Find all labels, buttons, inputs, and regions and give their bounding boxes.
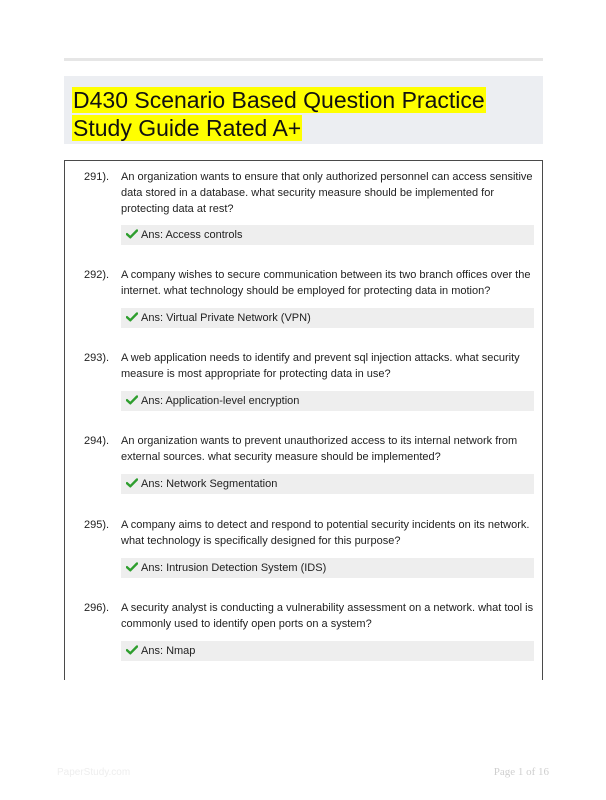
question-text: A security analyst is conducting a vulnerability assessment on a network. what tool is commonly used to identify open ports on a system? <box>121 602 534 630</box>
answer-text: Ans: Intrusion Detection System (IDS) <box>141 562 327 574</box>
question-text: An organization wants to prevent unauthorized access to its internal network from external sources. what security measure should be implemented? <box>121 435 518 463</box>
check-icon <box>126 562 138 572</box>
check-icon <box>126 312 138 322</box>
check-icon <box>126 395 138 405</box>
question-text: A company aims to detect and respond to potential security incidents on its network. what technology is specifically designed for this purpose? <box>121 519 530 547</box>
answer-box <box>121 558 534 578</box>
check-icon <box>126 229 138 239</box>
question-number: 296). <box>84 602 110 614</box>
title-banner <box>64 76 543 144</box>
question-number: 292). <box>84 269 110 281</box>
answer-box <box>121 474 534 494</box>
answer-box <box>121 391 534 411</box>
question-number: 294). <box>84 435 110 447</box>
answer-text: Ans: Access controls <box>141 229 243 241</box>
answer-text: Ans: Virtual Private Network (VPN) <box>141 312 311 324</box>
question-text: An organization wants to ensure that only authorized personnel can access sensitive data stored in a database. what security measure should be implemented for protecting data at rest? <box>121 171 533 215</box>
question-number: 295). <box>84 519 110 531</box>
check-icon <box>126 645 138 655</box>
question-number: 293). <box>84 352 110 364</box>
question-number: 291). <box>84 171 110 183</box>
page-indicator: Page 1 of 16 <box>493 766 549 778</box>
check-icon <box>126 478 138 488</box>
answer-text: Ans: Application-level encryption <box>141 395 300 407</box>
answer-text: Ans: Network Segmentation <box>141 478 278 490</box>
qa-list <box>64 160 543 680</box>
answer-box <box>121 225 534 245</box>
document-title: D430 Scenario Based Question Practice Study Guide Rated A+ <box>73 87 485 141</box>
answer-box <box>121 308 534 328</box>
top-divider <box>64 58 543 61</box>
answer-text: Ans: Nmap <box>141 645 196 657</box>
watermark-text: PaperStudy.com <box>57 767 131 778</box>
question-text: A company wishes to secure communication between its two branch offices over the internet. what technology should be employed for protecting data in motion? <box>121 269 531 297</box>
answer-box <box>121 641 534 661</box>
question-text: A web application needs to identify and prevent sql injection attacks. what security measure is most appropriate for protecting data in use? <box>121 352 520 380</box>
